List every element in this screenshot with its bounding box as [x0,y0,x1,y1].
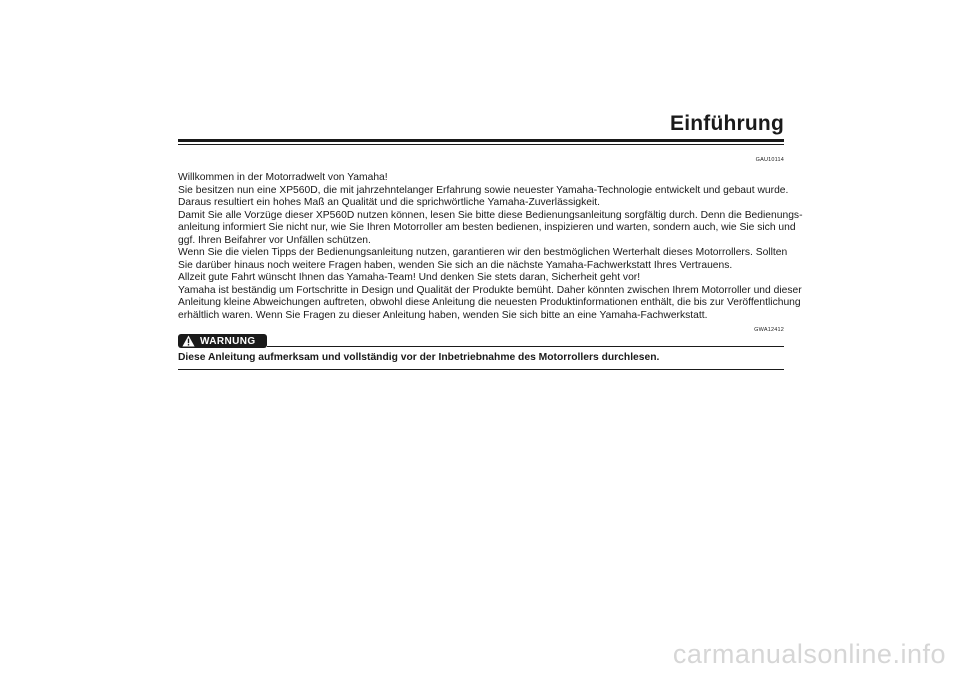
intro-line: Sie darüber hinaus noch weitere Fragen haben, wenden Sie sich an die nächste Yamaha-Fachwerkstatt Ihres Vertrauens. [178,259,733,271]
intro-line: Damit Sie alle Vorzüge dieser XP560D nutzen können, lesen Sie bitte diese Bedienungsanleitung sorgfältig durch. Denn die Bedienungs- [178,209,803,221]
intro-text [178,172,803,322]
warning-rule [267,346,784,347]
intro-line: ggf. Ihren Beifahrer vor Unfällen schützen. [178,234,371,246]
intro-line: Yamaha ist beständig um Fortschritte in Design und Qualität der Produkte bemüht. Daher könnten zwischen Ihrem Motorroller und dieser [178,284,802,296]
title-rule-thin [178,144,784,145]
warning-triangle-icon [182,335,195,347]
warning-label: WARNUNG [200,335,256,347]
warning-text: Diese Anleitung aufmerksam und vollständig vor der Inbetriebnahme des Motorrollers durchlesen. [178,352,660,363]
intro-line: Willkommen in der Motorradwelt von Yamaha! [178,172,388,183]
intro-line: Wenn Sie die vielen Tipps der Bedienungsanleitung nutzen, garantieren wir den bestmöglichen Werterhalt dieses Motorrollers. Sollten [178,247,788,258]
section-code: GAU10114 [755,157,784,163]
intro-line: Anleitung kleine Abweichungen auftreten, obwohl diese Anleitung die neuesten Produktinformationen enthält, die bis zur Veröffentlichung [178,297,801,308]
intro-line: Sie besitzen nun eine XP560D, die mit jahrzehntelanger Erfahrung sowie neuester Yamaha-Technologie entwickelt und gebaut wurde. [178,184,789,196]
page-title: Einführung [670,112,784,135]
intro-line: Daraus resultiert ein hohes Maß an Qualität und die sprichwörtliche Yamaha-Zuverlässigkeit. [178,197,600,208]
intro-line: erhältlich waren. Wenn Sie Fragen zu dieser Anleitung haben, wenden Sie sich bitte an eine Yamaha-Fachwerkstatt. [178,309,708,321]
warning-code: GWA12412 [754,327,784,333]
title-rule [178,139,784,142]
intro-line: Allzeit gute Fahrt wünscht Ihnen das Yamaha-Team! Und denken Sie stets daran, Sicherheit geht vor! [178,272,641,283]
warning-rule-bottom [178,369,784,370]
warning-badge [178,334,267,348]
watermark: carmanualsonline.info [672,639,946,669]
intro-line: anleitung informiert Sie nicht nur, wie Sie Ihren Motorroller am besten bedienen, inspizieren und warten, sondern auch, wie Sie sich und [178,222,796,233]
